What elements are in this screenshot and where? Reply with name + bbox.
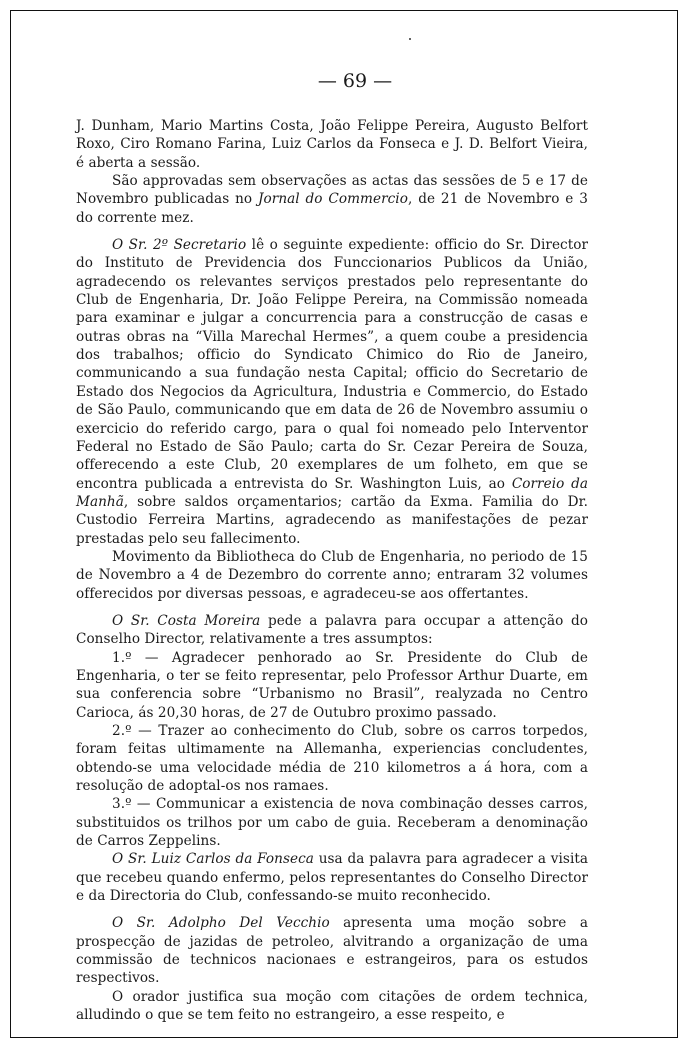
- publication-title: Correio da Manhã: [76, 475, 588, 510]
- speaker-name: O Sr. Costa Moreira: [112, 612, 261, 629]
- page-number: — 69 —: [317, 70, 393, 92]
- speaker-name: O Sr. Luiz Carlos da Fonseca: [112, 851, 314, 868]
- paragraph: [76, 850, 588, 905]
- list-item: 1.º — Agradecer penhorado ao Sr. Presidente do Club de Engenharia, o ter se feito representar, pelo Professor Arthur Duarte, em sua conferencia sobre “Urbanismo no Brasil”, realyzada no Centro Carioca, ás 20,30 horas, de 27 de Outubro proximo passado.: [76, 649, 588, 721]
- paragraph: J. Dunham, Mario Martins Costa, João Felippe Pereira, Augusto Belfort Roxo, Ciro Romano Farina, Luiz Carlos da Fonseca e J. D. Belfort Vieira, é aberta a sessão.: [76, 118, 588, 171]
- paragraph-text: pede a palavra para occupar a attenção do Conselho Director, relativamente a tres assumptos:: [76, 612, 588, 648]
- publication-title: Jornal do Commercio: [258, 191, 408, 208]
- paragraph-text: lê o seguinte expediente: officio do Sr. Director do Instituto de Previdencia dos Funccionarios Publicos da União, agradecendo os relevantes serviços prestados pelo representante do Club de Engenharia, Dr. João Felippe Pereira, na Commissão nomeada para examinar e julgar a concurrencia para a construcção de casas e outras obras na “Villa Marechal Hermes”, a quem coube a presidencia dos trabalhos; officio do Syndicato Chimico do Rio de Janeiro, communicando a sua fundação nesta Capital; officio do Secretario de Estado dos Negocios da Agricultura, Industria e Commercio, do Estado de São Paulo, communicando que em data de 26 de Novembro assumiu o exercicio do referido cargo, para o qual foi nomeado pelo Interventor Federal no Estado de São Paulo; carta do Sr. Cezar Pereira de Souza, offerecendo a este Club, 20 exemplares de um folheto, em que se encontra publicada a entrevista do Sr. Washington Luis, ao Correio da Manhã, sobre saldos orçamentarios; cartão da Exma. Familia do Dr. Custodio Ferreira Martins, agradecendo as manifestações de pezar prestadas pelo seu fallecimento.: [76, 237, 588, 547]
- paragraph: Movimento da Bibliotheca do Club de Engenharia, no periodo de 15 de Novembro a 4 de Dezembro do corrente anno; entraram 32 volumes offerecidos por diversas pessoas, e agradeceu-se aos offertantes.: [76, 548, 588, 602]
- paragraph: [76, 914, 588, 987]
- list-item: 2.º — Trazer ao conhecimento do Club, sobre os carros torpedos, foram feitas ultimamente na Allemanha, experiencias concludentes, obtendo-se uma velocidade média de 210 kilometros a á hora, com a resolução de adoptal-os nos ramaes.: [76, 723, 588, 795]
- list-item: 3.º — Communicar a existencia de nova combinação desses carros, substituidos os trilhos por um cabo de guia. Receberam a denominação de Carros Zeppelins.: [76, 796, 588, 850]
- paragraph: São approvadas sem observações as actas das sessões de 5 e 17 de Novembro publicadas no Jornal do Commercio, de 21 de Novembro e 3 do corrente mez.: [76, 173, 588, 226]
- paragraph-text: apresenta uma moção sobre a prospecção de jazidas de petroleo, alvitrando a organização de uma commissão de technicos nacionaes e estrangeiros, para os estudos respectivos.: [76, 915, 588, 987]
- paragraph-text: usa da palavra para agradecer a visita que recebeu quando enfermo, pelos representantes do Conselho Director e da Directoria do Club, confessando-se muito reconhecido.: [76, 851, 589, 905]
- paragraph: [76, 236, 588, 548]
- document-body: [76, 117, 588, 1025]
- speaker-name: O Sr. Adolpho Del Vecchio: [112, 915, 330, 932]
- scan-speck: [409, 38, 411, 40]
- paragraph: O orador justifica sua moção com citações de ordem technica, alludindo o que se tem feito no estrangeiro, a esse respeito, e: [76, 988, 588, 1024]
- paragraph: [76, 612, 588, 649]
- speaker-name: O Sr. 2º Secretario: [112, 237, 247, 254]
